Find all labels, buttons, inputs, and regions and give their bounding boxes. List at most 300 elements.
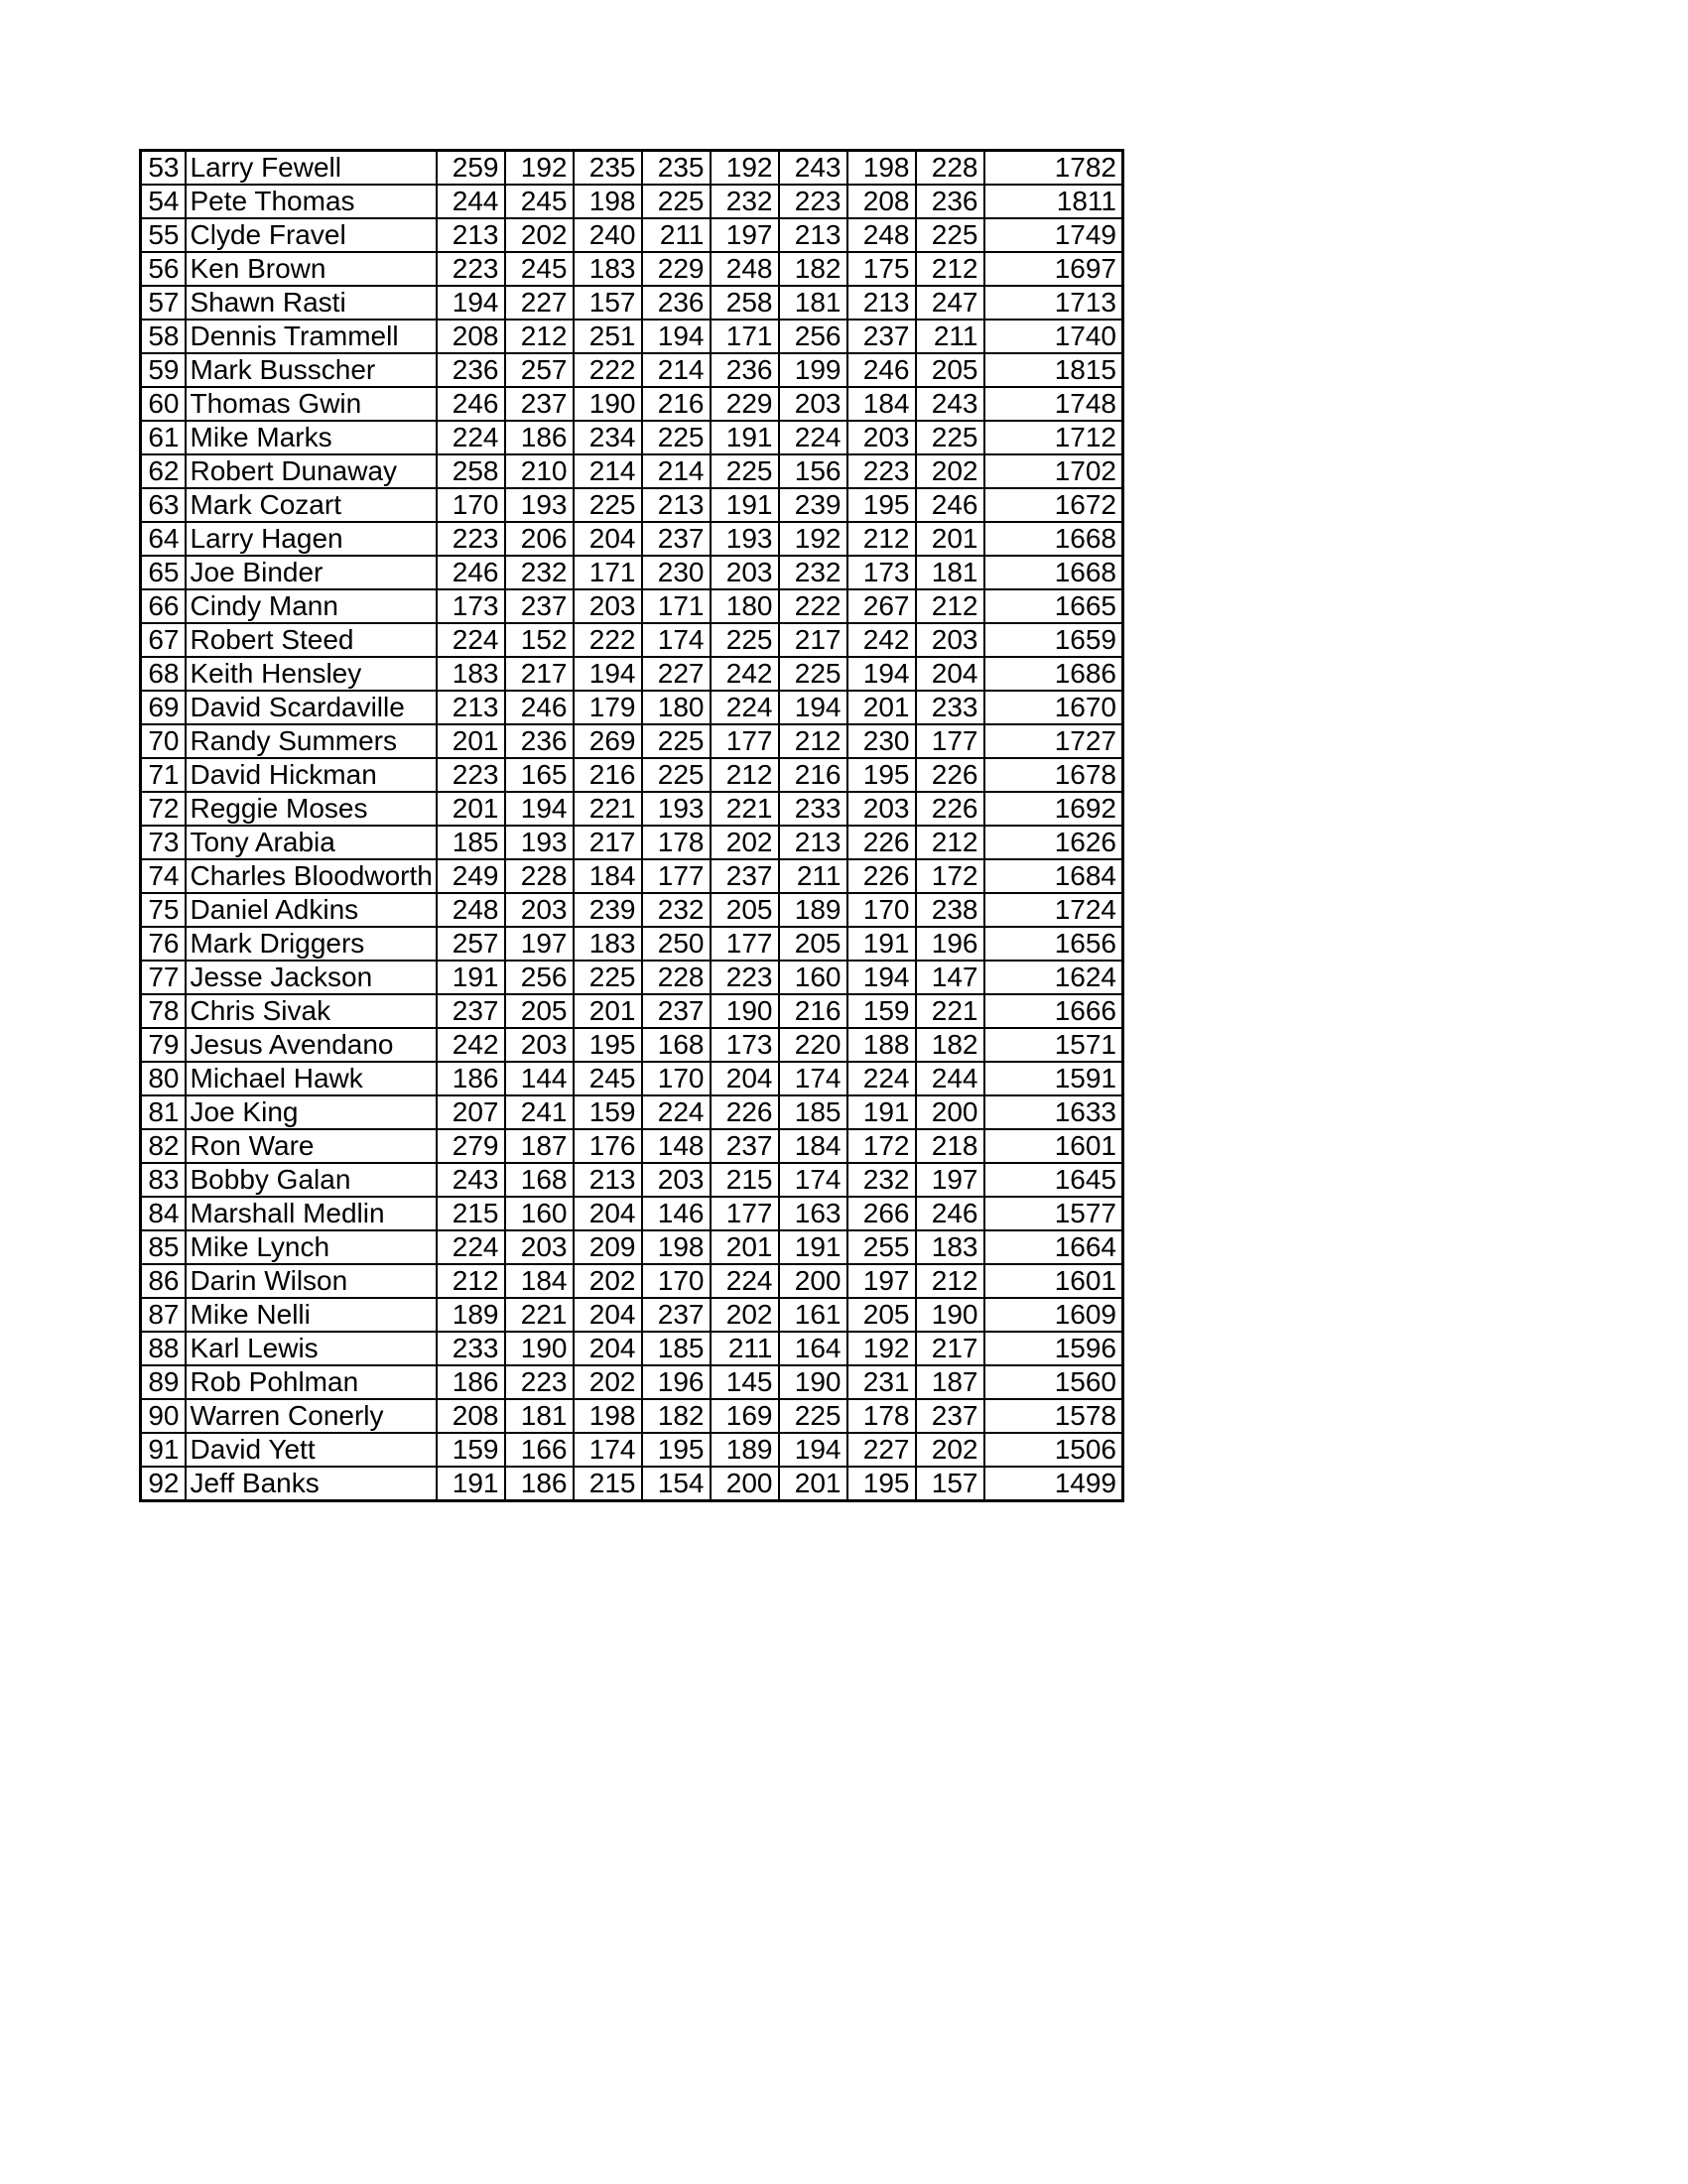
game-7-cell: 213 (847, 286, 916, 320)
total-cell: 1749 (984, 218, 1123, 252)
game-5-cell: 223 (711, 961, 779, 994)
total-cell: 1624 (984, 961, 1123, 994)
rank-cell: 71 (141, 758, 186, 792)
game-1-cell: 173 (437, 589, 505, 623)
game-7-cell: 184 (847, 387, 916, 421)
game-8-cell: 203 (916, 623, 984, 657)
total-cell: 1659 (984, 623, 1123, 657)
game-1-cell: 223 (437, 522, 505, 556)
game-8-cell: 236 (916, 185, 984, 218)
game-3-cell: 198 (574, 185, 642, 218)
game-4-cell: 225 (642, 185, 711, 218)
game-2-cell: 165 (505, 758, 574, 792)
game-3-cell: 204 (574, 1298, 642, 1332)
bowler-name-cell: Mike Lynch (186, 1230, 437, 1264)
bowler-name-cell: Charles Bloodworth (186, 859, 437, 893)
game-4-cell: 198 (642, 1230, 711, 1264)
game-5-cell: 226 (711, 1095, 779, 1129)
game-3-cell: 157 (574, 286, 642, 320)
rank-cell: 80 (141, 1062, 186, 1095)
bowler-name-cell: Keith Hensley (186, 657, 437, 691)
game-2-cell: 227 (505, 286, 574, 320)
game-3-cell: 222 (574, 353, 642, 387)
game-7-cell: 194 (847, 961, 916, 994)
game-1-cell: 213 (437, 691, 505, 724)
total-cell: 1670 (984, 691, 1123, 724)
rank-cell: 79 (141, 1028, 186, 1062)
game-2-cell: 245 (505, 185, 574, 218)
game-5-cell: 202 (711, 1298, 779, 1332)
game-2-cell: 168 (505, 1163, 574, 1197)
game-4-cell: 146 (642, 1197, 711, 1230)
game-3-cell: 176 (574, 1129, 642, 1163)
game-6-cell: 160 (779, 961, 847, 994)
game-7-cell: 266 (847, 1197, 916, 1230)
game-6-cell: 185 (779, 1095, 847, 1129)
total-cell: 1712 (984, 421, 1123, 454)
total-cell: 1672 (984, 488, 1123, 522)
game-2-cell: 160 (505, 1197, 574, 1230)
game-2-cell: 246 (505, 691, 574, 724)
game-8-cell: 246 (916, 488, 984, 522)
game-8-cell: 202 (916, 454, 984, 488)
game-1-cell: 279 (437, 1129, 505, 1163)
rank-cell: 57 (141, 286, 186, 320)
game-7-cell: 267 (847, 589, 916, 623)
game-7-cell: 192 (847, 1332, 916, 1365)
game-3-cell: 194 (574, 657, 642, 691)
game-8-cell: 211 (916, 320, 984, 353)
game-2-cell: 197 (505, 927, 574, 961)
game-5-cell: 248 (711, 252, 779, 286)
table-body (141, 151, 1123, 1501)
game-6-cell: 225 (779, 1399, 847, 1433)
game-1-cell: 248 (437, 893, 505, 927)
game-4-cell: 237 (642, 994, 711, 1028)
table-row (141, 522, 1123, 556)
rank-cell: 53 (141, 151, 186, 186)
game-8-cell: 157 (916, 1467, 984, 1501)
game-5-cell: 215 (711, 1163, 779, 1197)
game-4-cell: 228 (642, 961, 711, 994)
bowler-name-cell: Rob Pohlman (186, 1365, 437, 1399)
game-3-cell: 184 (574, 859, 642, 893)
game-1-cell: 236 (437, 353, 505, 387)
game-8-cell: 217 (916, 1332, 984, 1365)
game-5-cell: 221 (711, 792, 779, 826)
game-8-cell: 218 (916, 1129, 984, 1163)
table-row (141, 623, 1123, 657)
total-cell: 1668 (984, 556, 1123, 589)
game-7-cell: 173 (847, 556, 916, 589)
total-cell: 1666 (984, 994, 1123, 1028)
game-1-cell: 201 (437, 724, 505, 758)
game-6-cell: 220 (779, 1028, 847, 1062)
game-4-cell: 168 (642, 1028, 711, 1062)
rank-cell: 81 (141, 1095, 186, 1129)
bowler-name-cell: Dennis Trammell (186, 320, 437, 353)
bowler-name-cell: David Hickman (186, 758, 437, 792)
game-7-cell: 237 (847, 320, 916, 353)
game-4-cell: 224 (642, 1095, 711, 1129)
bowler-name-cell: Bobby Galan (186, 1163, 437, 1197)
rank-cell: 67 (141, 623, 186, 657)
game-8-cell: 243 (916, 387, 984, 421)
table-row (141, 185, 1123, 218)
table-row (141, 1028, 1123, 1062)
game-1-cell: 185 (437, 826, 505, 859)
game-7-cell: 203 (847, 421, 916, 454)
game-3-cell: 222 (574, 623, 642, 657)
game-7-cell: 191 (847, 1095, 916, 1129)
game-7-cell: 212 (847, 522, 916, 556)
total-cell: 1626 (984, 826, 1123, 859)
game-1-cell: 249 (437, 859, 505, 893)
game-7-cell: 208 (847, 185, 916, 218)
game-6-cell: 199 (779, 353, 847, 387)
game-7-cell: 224 (847, 1062, 916, 1095)
table-row (141, 589, 1123, 623)
game-7-cell: 231 (847, 1365, 916, 1399)
game-2-cell: 181 (505, 1399, 574, 1433)
game-4-cell: 170 (642, 1264, 711, 1298)
rank-cell: 74 (141, 859, 186, 893)
bowler-name-cell: Ron Ware (186, 1129, 437, 1163)
game-4-cell: 195 (642, 1433, 711, 1467)
game-8-cell: 200 (916, 1095, 984, 1129)
game-5-cell: 180 (711, 589, 779, 623)
rank-cell: 60 (141, 387, 186, 421)
game-1-cell: 191 (437, 1467, 505, 1501)
game-8-cell: 212 (916, 589, 984, 623)
game-3-cell: 198 (574, 1399, 642, 1433)
game-6-cell: 174 (779, 1163, 847, 1197)
total-cell: 1668 (984, 522, 1123, 556)
bowler-name-cell: Shawn Rasti (186, 286, 437, 320)
table-row (141, 1298, 1123, 1332)
game-5-cell: 190 (711, 994, 779, 1028)
total-cell: 1727 (984, 724, 1123, 758)
rank-cell: 70 (141, 724, 186, 758)
table-row (141, 151, 1123, 186)
game-5-cell: 237 (711, 1129, 779, 1163)
game-1-cell: 224 (437, 623, 505, 657)
bowler-name-cell: David Scardaville (186, 691, 437, 724)
game-1-cell: 201 (437, 792, 505, 826)
table-row (141, 1399, 1123, 1433)
game-7-cell: 170 (847, 893, 916, 927)
game-6-cell: 211 (779, 859, 847, 893)
rank-cell: 54 (141, 185, 186, 218)
game-5-cell: 242 (711, 657, 779, 691)
game-4-cell: 193 (642, 792, 711, 826)
game-2-cell: 206 (505, 522, 574, 556)
total-cell: 1702 (984, 454, 1123, 488)
game-5-cell: 237 (711, 859, 779, 893)
game-6-cell: 184 (779, 1129, 847, 1163)
game-2-cell: 186 (505, 421, 574, 454)
game-4-cell: 148 (642, 1129, 711, 1163)
game-4-cell: 216 (642, 387, 711, 421)
game-4-cell: 232 (642, 893, 711, 927)
game-7-cell: 223 (847, 454, 916, 488)
game-8-cell: 226 (916, 792, 984, 826)
game-5-cell: 189 (711, 1433, 779, 1467)
rank-cell: 78 (141, 994, 186, 1028)
bowler-name-cell: David Yett (186, 1433, 437, 1467)
bowler-name-cell: Daniel Adkins (186, 893, 437, 927)
total-cell: 1577 (984, 1197, 1123, 1230)
bowler-name-cell: Reggie Moses (186, 792, 437, 826)
bowler-name-cell: Warren Conerly (186, 1399, 437, 1433)
game-5-cell: 192 (711, 151, 779, 186)
game-2-cell: 256 (505, 961, 574, 994)
game-2-cell: 257 (505, 353, 574, 387)
table-row (141, 859, 1123, 893)
table-row (141, 826, 1123, 859)
table-row (141, 792, 1123, 826)
game-2-cell: 166 (505, 1433, 574, 1467)
game-3-cell: 213 (574, 1163, 642, 1197)
total-cell: 1601 (984, 1129, 1123, 1163)
table-row (141, 758, 1123, 792)
game-8-cell: 202 (916, 1433, 984, 1467)
game-8-cell: 187 (916, 1365, 984, 1399)
table-row (141, 657, 1123, 691)
game-4-cell: 237 (642, 522, 711, 556)
game-2-cell: 217 (505, 657, 574, 691)
table-row (141, 1062, 1123, 1095)
game-2-cell: 210 (505, 454, 574, 488)
game-1-cell: 237 (437, 994, 505, 1028)
game-2-cell: 193 (505, 826, 574, 859)
rank-cell: 62 (141, 454, 186, 488)
rank-cell: 66 (141, 589, 186, 623)
game-5-cell: 225 (711, 623, 779, 657)
game-3-cell: 190 (574, 387, 642, 421)
game-4-cell: 213 (642, 488, 711, 522)
game-3-cell: 202 (574, 1264, 642, 1298)
table-row (141, 421, 1123, 454)
game-2-cell: 144 (505, 1062, 574, 1095)
table-row (141, 218, 1123, 252)
game-4-cell: 227 (642, 657, 711, 691)
game-6-cell: 216 (779, 758, 847, 792)
bowler-name-cell: Chris Sivak (186, 994, 437, 1028)
table-row (141, 1129, 1123, 1163)
table-row (141, 286, 1123, 320)
rank-cell: 58 (141, 320, 186, 353)
game-3-cell: 202 (574, 1365, 642, 1399)
game-6-cell: 256 (779, 320, 847, 353)
game-5-cell: 145 (711, 1365, 779, 1399)
rank-cell: 84 (141, 1197, 186, 1230)
rank-cell: 76 (141, 927, 186, 961)
game-1-cell: 191 (437, 961, 505, 994)
game-2-cell: 205 (505, 994, 574, 1028)
game-3-cell: 204 (574, 522, 642, 556)
bowler-name-cell: Clyde Fravel (186, 218, 437, 252)
game-2-cell: 212 (505, 320, 574, 353)
game-1-cell: 170 (437, 488, 505, 522)
table-row (141, 1467, 1123, 1501)
rank-cell: 88 (141, 1332, 186, 1365)
bowler-name-cell: Michael Hawk (186, 1062, 437, 1095)
game-6-cell: 203 (779, 387, 847, 421)
table-row (141, 893, 1123, 927)
game-8-cell: 197 (916, 1163, 984, 1197)
bowler-name-cell: Mark Cozart (186, 488, 437, 522)
game-2-cell: 193 (505, 488, 574, 522)
game-2-cell: 203 (505, 1028, 574, 1062)
bowler-name-cell: Ken Brown (186, 252, 437, 286)
game-7-cell: 175 (847, 252, 916, 286)
game-3-cell: 239 (574, 893, 642, 927)
bowler-name-cell: Marshall Medlin (186, 1197, 437, 1230)
game-6-cell: 216 (779, 994, 847, 1028)
rank-cell: 85 (141, 1230, 186, 1264)
game-4-cell: 174 (642, 623, 711, 657)
game-3-cell: 240 (574, 218, 642, 252)
table-row (141, 691, 1123, 724)
bowler-name-cell: Pete Thomas (186, 185, 437, 218)
game-5-cell: 201 (711, 1230, 779, 1264)
game-6-cell: 213 (779, 826, 847, 859)
bowler-name-cell: Joe Binder (186, 556, 437, 589)
game-8-cell: 246 (916, 1197, 984, 1230)
game-5-cell: 229 (711, 387, 779, 421)
game-1-cell: 224 (437, 1230, 505, 1264)
table-row (141, 556, 1123, 589)
game-1-cell: 233 (437, 1332, 505, 1365)
game-4-cell: 214 (642, 454, 711, 488)
game-1-cell: 224 (437, 421, 505, 454)
game-4-cell: 203 (642, 1163, 711, 1197)
game-6-cell: 200 (779, 1264, 847, 1298)
game-5-cell: 236 (711, 353, 779, 387)
table-row (141, 927, 1123, 961)
game-1-cell: 244 (437, 185, 505, 218)
game-8-cell: 228 (916, 151, 984, 186)
game-7-cell: 205 (847, 1298, 916, 1332)
game-6-cell: 201 (779, 1467, 847, 1501)
game-6-cell: 189 (779, 893, 847, 927)
rank-cell: 83 (141, 1163, 186, 1197)
game-7-cell: 227 (847, 1433, 916, 1467)
game-7-cell: 195 (847, 1467, 916, 1501)
rank-cell: 89 (141, 1365, 186, 1399)
game-7-cell: 195 (847, 758, 916, 792)
game-2-cell: 221 (505, 1298, 574, 1332)
game-3-cell: 179 (574, 691, 642, 724)
game-1-cell: 208 (437, 320, 505, 353)
game-5-cell: 202 (711, 826, 779, 859)
game-6-cell: 161 (779, 1298, 847, 1332)
game-3-cell: 209 (574, 1230, 642, 1264)
table-row (141, 387, 1123, 421)
game-6-cell: 194 (779, 1433, 847, 1467)
game-3-cell: 225 (574, 961, 642, 994)
bowler-name-cell: Joe King (186, 1095, 437, 1129)
game-8-cell: 172 (916, 859, 984, 893)
rank-cell: 77 (141, 961, 186, 994)
bowler-name-cell: Jesus Avendano (186, 1028, 437, 1062)
game-1-cell: 243 (437, 1163, 505, 1197)
game-1-cell: 183 (437, 657, 505, 691)
game-5-cell: 191 (711, 421, 779, 454)
game-8-cell: 201 (916, 522, 984, 556)
rank-cell: 59 (141, 353, 186, 387)
bowler-name-cell: Jesse Jackson (186, 961, 437, 994)
rank-cell: 86 (141, 1264, 186, 1298)
table-row (141, 488, 1123, 522)
game-4-cell: 236 (642, 286, 711, 320)
game-3-cell: 203 (574, 589, 642, 623)
game-1-cell: 259 (437, 151, 505, 186)
game-5-cell: 225 (711, 454, 779, 488)
game-6-cell: 212 (779, 724, 847, 758)
game-6-cell: 233 (779, 792, 847, 826)
game-6-cell: 190 (779, 1365, 847, 1399)
game-8-cell: 177 (916, 724, 984, 758)
game-8-cell: 204 (916, 657, 984, 691)
game-5-cell: 232 (711, 185, 779, 218)
game-5-cell: 169 (711, 1399, 779, 1433)
game-2-cell: 237 (505, 387, 574, 421)
table-row (141, 1332, 1123, 1365)
game-7-cell: 248 (847, 218, 916, 252)
game-8-cell: 183 (916, 1230, 984, 1264)
total-cell: 1815 (984, 353, 1123, 387)
game-6-cell: 191 (779, 1230, 847, 1264)
game-3-cell: 171 (574, 556, 642, 589)
game-1-cell: 242 (437, 1028, 505, 1062)
game-5-cell: 171 (711, 320, 779, 353)
game-8-cell: 205 (916, 353, 984, 387)
game-5-cell: 193 (711, 522, 779, 556)
game-2-cell: 194 (505, 792, 574, 826)
game-6-cell: 164 (779, 1332, 847, 1365)
game-8-cell: 147 (916, 961, 984, 994)
game-2-cell: 192 (505, 151, 574, 186)
game-6-cell: 181 (779, 286, 847, 320)
table-row (141, 1365, 1123, 1399)
game-3-cell: 174 (574, 1433, 642, 1467)
game-4-cell: 154 (642, 1467, 711, 1501)
game-4-cell: 225 (642, 724, 711, 758)
game-6-cell: 194 (779, 691, 847, 724)
game-6-cell: 239 (779, 488, 847, 522)
game-8-cell: 226 (916, 758, 984, 792)
game-4-cell: 229 (642, 252, 711, 286)
game-5-cell: 258 (711, 286, 779, 320)
total-cell: 1678 (984, 758, 1123, 792)
game-8-cell: 182 (916, 1028, 984, 1062)
total-cell: 1697 (984, 252, 1123, 286)
game-5-cell: 177 (711, 1197, 779, 1230)
game-3-cell: 217 (574, 826, 642, 859)
game-2-cell: 241 (505, 1095, 574, 1129)
game-3-cell: 183 (574, 927, 642, 961)
game-8-cell: 212 (916, 1264, 984, 1298)
bowler-name-cell: Mike Nelli (186, 1298, 437, 1332)
game-1-cell: 189 (437, 1298, 505, 1332)
rank-cell: 91 (141, 1433, 186, 1467)
total-cell: 1692 (984, 792, 1123, 826)
rank-cell: 65 (141, 556, 186, 589)
table-row (141, 1163, 1123, 1197)
game-8-cell: 244 (916, 1062, 984, 1095)
